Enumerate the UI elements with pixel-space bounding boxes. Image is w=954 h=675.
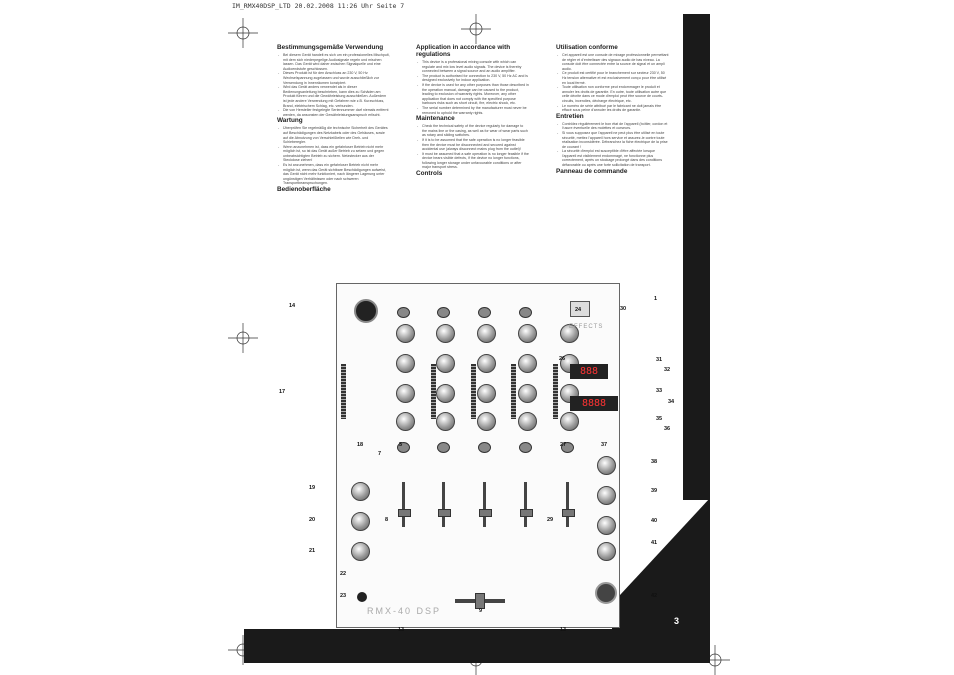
heading-maintenance: Maintenance (416, 115, 455, 123)
master-level-knob[interactable] (351, 482, 370, 501)
list-entretien (556, 122, 669, 168)
callout-18: 18 (357, 442, 364, 448)
level-meter (431, 364, 436, 419)
heading-bestimmung: Bestimmungsgemäße Verwendung (277, 44, 384, 51)
callout-22: 22 (340, 571, 347, 577)
callout-5: 5 (399, 442, 403, 448)
channel-knob[interactable] (396, 412, 415, 431)
callout-38: 38 (651, 459, 658, 465)
list-item: - Ce produit est certifié pour le branchement sur secteur 230 V, 50 Hz tension alternative et est exclusivement conçu pour être utilisé en local fermé. (562, 71, 669, 85)
effects-display-bottom: 8888 (570, 396, 618, 411)
channel-knob[interactable] (518, 324, 537, 343)
list-item: - Wenn anzunehmen ist, dass ein gefahrloser Betrieb nicht mehr möglich ist, so ist das Gerät außer Betrieb zu setzen und gegen unbeabsichtigten Betrieb zu sichern. Netzstecker aus der Steckdose ziehen! (283, 145, 390, 163)
tap-button[interactable] (595, 582, 617, 604)
channel-fader-track (566, 482, 569, 527)
brand-logo: RMX-40 DSP (367, 606, 442, 616)
level-meter (511, 364, 516, 419)
list-item: - Dieses Produkt ist für den Anschluss an 230 V, 50 Hz Wechselspannung zugelassen und wurde ausschließlich zur Verwendung in Innenräumen konzipiert. (283, 71, 390, 85)
channel-fader-cap[interactable] (438, 509, 451, 517)
cue-mix-knob[interactable] (351, 542, 370, 561)
channel-knob[interactable] (560, 412, 579, 431)
channel-knob[interactable] (436, 384, 455, 403)
level-meter (341, 364, 346, 419)
heading-entretien: Entretien (556, 112, 584, 120)
channel-fader-cap[interactable] (398, 509, 411, 517)
callout-20: 20 (309, 517, 316, 523)
list-item: - Cet appareil est une console de mixage professionnelle permettant de régler et d'entrelisser des signaux audio de bas niveau. La console doit être connectée entre la source de signal et un ampli audio. (562, 53, 669, 71)
input-select-switch[interactable] (478, 307, 491, 318)
crop-mark-top-left (228, 18, 258, 48)
channel-fader-cap[interactable] (562, 509, 575, 517)
callout-32: 32 (664, 367, 671, 373)
callout-35: 35 (656, 416, 663, 422)
column-english (416, 44, 529, 177)
cue-button[interactable] (478, 442, 491, 453)
list-item: - Si vous supposez que l'appareil ne peut plus être utilisé en toute sécurité, mettez l'appareil hors service et assurez-le contre toute réalisation inconsidérée. Débranchez la fiche électrique de la prise de courant ! (562, 131, 669, 149)
channel-fader-cap[interactable] (520, 509, 533, 517)
channel-knob[interactable] (396, 324, 415, 343)
callout-30: 30 (620, 306, 627, 312)
channel-knob[interactable] (436, 412, 455, 431)
callout-21: 21 (309, 548, 316, 554)
column-french (556, 44, 669, 175)
list-application (416, 60, 529, 115)
channel-knob[interactable] (396, 384, 415, 403)
callout-24: 24 (575, 307, 582, 313)
heading-utilisation: Utilisation conforme (556, 44, 618, 51)
cue-button[interactable] (519, 442, 532, 453)
list-utilisation (556, 53, 669, 113)
channel-knob[interactable] (518, 354, 537, 373)
callout-8: 8 (385, 517, 389, 523)
channel-knob[interactable] (396, 354, 415, 373)
mixer-diagram (279, 283, 675, 633)
column-german (277, 44, 390, 193)
list-item: - The serial number determined by the manufacturer must never be removed to uphold the warranty rights. (422, 106, 529, 115)
input-select-switch[interactable] (437, 307, 450, 318)
list-item: - If the device is used for any other purposes than those described in the operation manual, damage can be caused to the product, leading to exclusion of warranty rights. Moreover, any other application that does not comply with the specified purpose harbours risks such as short circuit, fire, electric shock, etc. (422, 83, 529, 106)
effects-knob[interactable] (597, 542, 616, 561)
list-maintenance (416, 124, 529, 170)
list-item: - Überprüfen Sie regelmäßig die technische Sicherheit des Gerätes auf Beschädigungen des Netzkabels oder des Gehäuses, sowie auf die Abnutzung von Verschleißteilen wie Dreh- und Schieberegler. (283, 126, 390, 144)
list-item: - Contrôlez régulièrement le bon état de l'appareil (boîtier, cordon et l'usure éventuelle des molettes et curseurs. (562, 122, 669, 131)
mic-input-jack (354, 299, 378, 323)
print-header: IM_RMX40DSP_LTD 20.02.2008 11:26 Uhr Seite 7 (232, 2, 405, 10)
page-bottom-bar (244, 629, 710, 663)
list-item: - Le numéro de série attribué par le fabricant ne doit jamais être effacé sous peine d'annuler les droits de garantie. (562, 104, 669, 113)
level-meter (553, 364, 558, 419)
channel-fader-cap[interactable] (479, 509, 492, 517)
callout-34: 34 (668, 399, 675, 405)
callout-17: 17 (279, 389, 286, 395)
channel-knob[interactable] (436, 354, 455, 373)
list-item: - The product is authorised for connection to 230 V, 50 Hz AC and is designed exclusively for indoor application. (422, 74, 529, 83)
callout-37: 37 (601, 442, 608, 448)
callout-41: 41 (651, 540, 658, 546)
callout-7: 7 (378, 451, 382, 457)
channel-fader-track (524, 482, 527, 527)
list-item: - Wird das Gerät anders verwendet als in dieser Bedienungsanleitung beschrieben, kann dies zu Schäden am Produkt führen und die Gewährleistung ausschließen. Außerdem ist jede andere Verwendung mit Gefahren wie z.B. Kurzschluss, Brand, elektrischem Schlag, etc. verbunden. (283, 85, 390, 108)
heading-application: Application in accordance with regulations (416, 44, 511, 58)
callout-27: 27 (560, 442, 567, 448)
callout-9: 9 (479, 608, 483, 614)
effects-knob[interactable] (597, 486, 616, 505)
callout-13: 13 (560, 627, 567, 633)
callout-36: 36 (664, 426, 671, 432)
effects-knob[interactable] (597, 516, 616, 535)
list-item: - If it is to be assumed that the safe operation is no longer feasible then the device must be disconnected and secured against accidental use (always disconnect mains plug from the outlet)! (422, 138, 529, 152)
callout-33: 33 (656, 388, 663, 394)
callout-39: 39 (651, 488, 658, 494)
list-item: - Die von Hersteller festgelegte Seriennummer darf niemals entfernt werden, da ansonsten der Gewährleistungsanspruch erlischt. (283, 108, 390, 117)
list-bestimmung (277, 53, 390, 117)
list-wartung (277, 126, 390, 186)
list-item: - Check the technical safety of the device regularly for damage to the mains line or the casing, as well as for wear of wear parts such as rotary and sliding switches. (422, 124, 529, 138)
channel-fader-track (402, 482, 405, 527)
cue-level-knob[interactable] (351, 512, 370, 531)
list-item: - This device is a professional mixing console with which can regulate and mix low level audio signals. The device is thereby connected between a signal source and an audio amplifier. (422, 60, 529, 74)
callout-40: 40 (651, 518, 658, 524)
list-item: - La sécurité d'emploi est susceptible d'être affectée lorsque l'appareil est visiblement endommagé, ne fonctionne plus correctement, après un stockage prolongé dans des conditions défavorable ou après une forte sollicitation de transport. (562, 149, 669, 167)
callout-29: 29 (547, 517, 554, 523)
heading-controls: Controls (416, 170, 443, 178)
channel-knob[interactable] (477, 354, 496, 373)
input-select-switch[interactable] (397, 307, 410, 318)
channel-knob[interactable] (477, 412, 496, 431)
cue-button[interactable] (437, 442, 450, 453)
list-item: - It must be assumed that a safe operation is no longer feasible if the device bears visible defects, if the device no longer functions, following longer storage under unfavourable conditions or after major transport stress. (422, 152, 529, 170)
channel-fader-track (442, 482, 445, 527)
channel-knob[interactable] (518, 384, 537, 403)
effects-knob[interactable] (597, 456, 616, 475)
callout-19: 19 (309, 485, 316, 491)
callout-14: 14 (289, 303, 296, 309)
page-edge-bar (683, 14, 710, 500)
channel-fader-track (483, 482, 486, 527)
callout-31: 31 (656, 357, 663, 363)
list-item: - Bei diesem Gerät handelt es sich um ein professionelles Mischpult, mit dem sich niederpegelige Audiosignale regeln und mischen lassen. Das Gerät wird daher zwischen Signalquelle und eine Audioendstufe geschlossen. (283, 53, 390, 71)
crossfader-cap[interactable] (475, 593, 485, 609)
list-item: - Es ist anzunehmen, dass ein gefahrloser Betrieb nicht mehr möglich ist, wenn das Gerät sichtbare Beschädigungen aufweist, das Gerät nicht mehr funktioniert, nach längerer Lagerung unter ungünstigen Verhältnissen oder nach schweren Transportbeanspruchungen. (283, 163, 390, 186)
callout-1: 1 (654, 296, 658, 302)
channel-knob[interactable] (477, 324, 496, 343)
crop-mark-mid-left (228, 323, 258, 353)
page-number: 3 (674, 616, 680, 626)
phones-jack (357, 592, 367, 602)
channel-knob[interactable] (436, 324, 455, 343)
heading-wartung: Wartung (277, 117, 303, 125)
heading-panneau: Panneau de commande (556, 167, 628, 175)
callout-23: 23 (340, 593, 347, 599)
callout-26: 26 (559, 356, 566, 362)
callout-13: 13 (398, 627, 405, 633)
heading-bedienoberflaeche: Bedienoberfläche (277, 186, 331, 194)
callout-42: 42 (651, 593, 658, 599)
channel-knob[interactable] (477, 384, 496, 403)
level-meter (471, 364, 476, 419)
input-select-switch[interactable] (519, 307, 532, 318)
crop-mark-top-center (461, 14, 491, 44)
effects-label: EFFECTS (569, 324, 604, 330)
list-item: - Toute utilisation non conforme peut endommager le produit et annuler les droits de garantie. En outre, toute utilisation autre que celle décrite dans ce mode d'emploi peut être source de courts-circuits, incendies, décharge électrique, etc. (562, 85, 669, 103)
channel-knob[interactable] (518, 412, 537, 431)
effects-display-top: 888 (570, 364, 608, 379)
